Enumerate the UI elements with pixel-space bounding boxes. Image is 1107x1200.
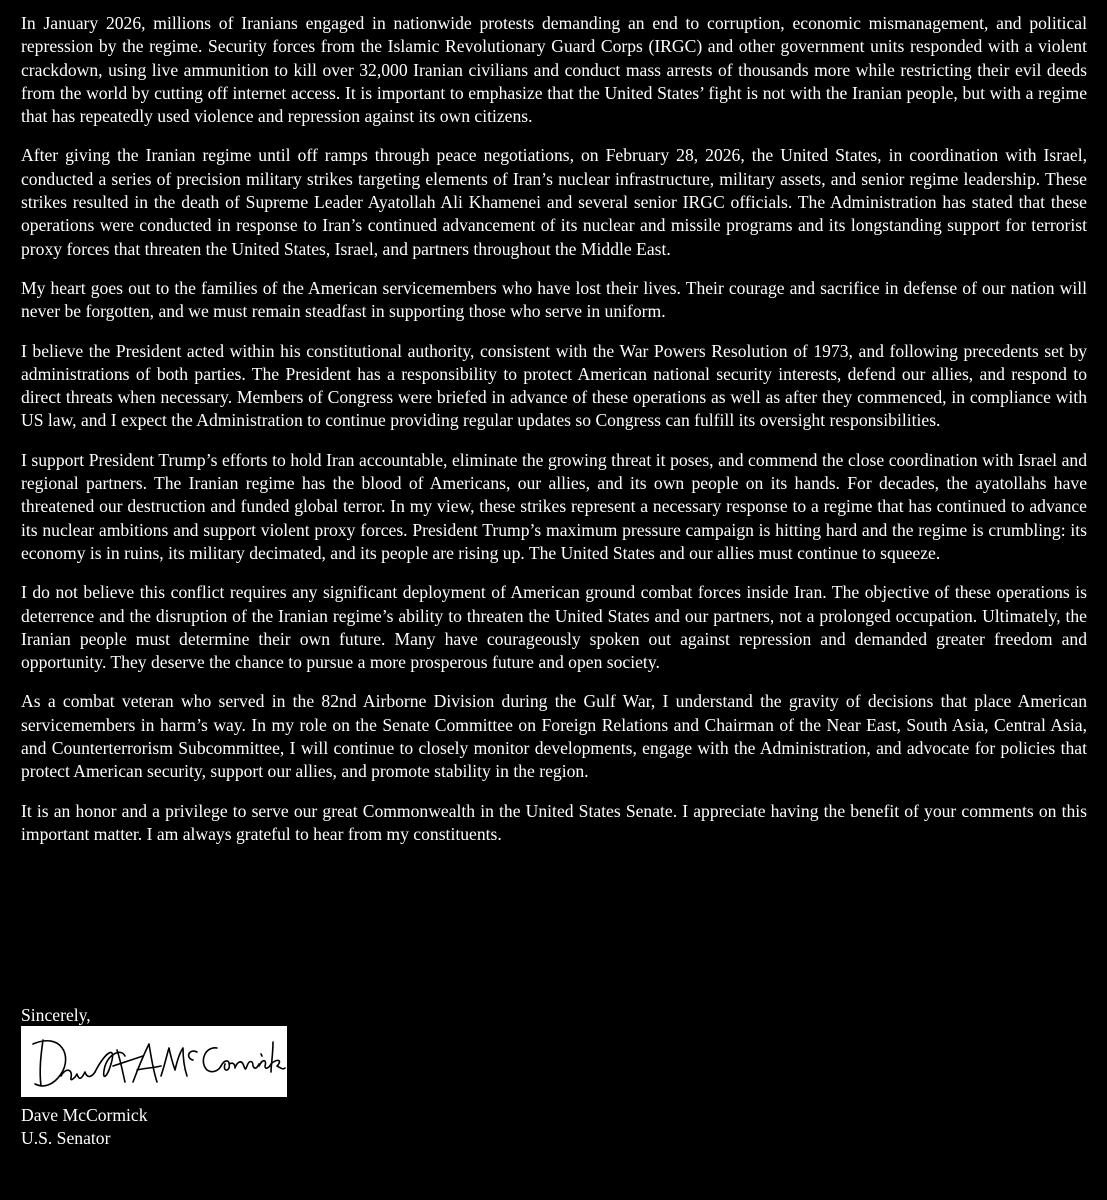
signer-block — [21, 1104, 148, 1149]
letter-paragraph-7: As a combat veteran who served in the 82nd Airborne Division during the Gulf War, I understand the gravity of decisions that place American servicemembers in harm’s way. In my role on the Senate Committee on Foreign Relations and Chairman of the Near East, South Asia, Central Asia, and Counterterrorism Subcommittee, I will continue to closely monitor developments, engage with the Administration, and advocate for policies that protect American security, support our allies, and promote stability in the region. — [21, 691, 1087, 782]
letter-paragraph-6: I do not believe this conflict requires any significant deployment of American ground combat forces inside Iran. The objective of these operations is deterrence and the disruption of the Iranian regime’s ability to threaten the United States and our partners, not a prolonged occupation. Ultimately, the Iranian people must determine their own future. Many have courageously spoken out against repression and demanded greater freedom and opportunity. They deserve the chance to pursue a more prosperous future and open society. — [21, 582, 1087, 673]
closing-salutation: Sincerely, — [21, 1005, 91, 1025]
letter-paragraph-2: After giving the Iranian regime until off ramps through peace negotiations, on February 28, 2026, the United States, in coordination with Israel, conducted a series of precision military strikes targeting elements of Iran’s nuclear infrastructure, military assets, and senior regime leadership. These strikes resulted in the death of Supreme Leader Ayatollah Ali Khamenei and several senior IRGC officials. The Administration has stated that these operations were conducted in response to Iran’s continued advancement of its nuclear and missile programs and its longstanding support for terrorist proxy forces that threaten the United States, Israel, and partners throughout the Middle East. — [21, 145, 1087, 259]
letter-paragraph-3: My heart goes out to the families of the American servicemembers who have lost their lives. Their courage and sacrifice in defense of our nation will never be forgotten, and we must remain steadfast in supporting those who serve in uniform. — [21, 277, 1087, 322]
letter-paragraph-1: In January 2026, millions of Iranians engaged in nationwide protests demanding an end to corruption, economic mismanagement, and political repression by the regime. Security forces from the Islamic Revolutionary Guard Corps (IRGC) and other government units responded with a violent crackdown, using live ammunition to kill over 32,000 Iranian civilians and conduct mass arrests of thousands more while restricting their evil deeds from the world by cutting off internet access. It is important to emphasize that the United States’ fight is not with the Iranian people, but with a regime that has repeatedly used violence and repression against its own citizens. — [21, 13, 1087, 127]
signature — [21, 1026, 287, 1097]
letter-paragraph-8: It is an honor and a privilege to serve our great Commonwealth in the United States Senate. I appreciate having the benefit of your comments on this important matter. I am always grateful to hear from my constituents. — [21, 800, 1087, 844]
handwritten-signature — [21, 1026, 287, 1097]
signer-title: U.S. Senator — [21, 1127, 111, 1148]
letter-paragraph-4: I believe the President acted within his constitutional authority, consistent with the War Powers Resolution of 1973, and following precedents set by administrations of both parties. The President has a responsibility to protect American national security interests, defend our allies, and respond to direct threats when necessary. Members of Congress were briefed in advance of these operations as well as after they commenced, in compliance with US law, and I expect the Administration to continue providing regular updates so Congress can fulfill its oversight responsibilities. — [21, 340, 1087, 431]
letter-body — [21, 12, 1087, 862]
signer-name: Dave McCormick — [21, 1105, 148, 1125]
letter-paragraph-5: I support President Trump’s efforts to hold Iran accountable, eliminate the growing threat it poses, and commend the close coordination with Israel and regional partners. The Iranian regime has the blood of Americans, our allies, and its own people on its hands. For decades, the ayatollahs have threatened our destruction and funded global terror. In my view, these strikes represent a necessary response to a regime that has continued to advance its nuclear ambitions and support violent proxy forces. President Trump’s maximum pressure campaign is hitting hard and the regime is crumbling: its economy is in ruins, its military decimated, and its people are rising up. The United States and our allies must continue to squeeze. — [21, 449, 1087, 563]
